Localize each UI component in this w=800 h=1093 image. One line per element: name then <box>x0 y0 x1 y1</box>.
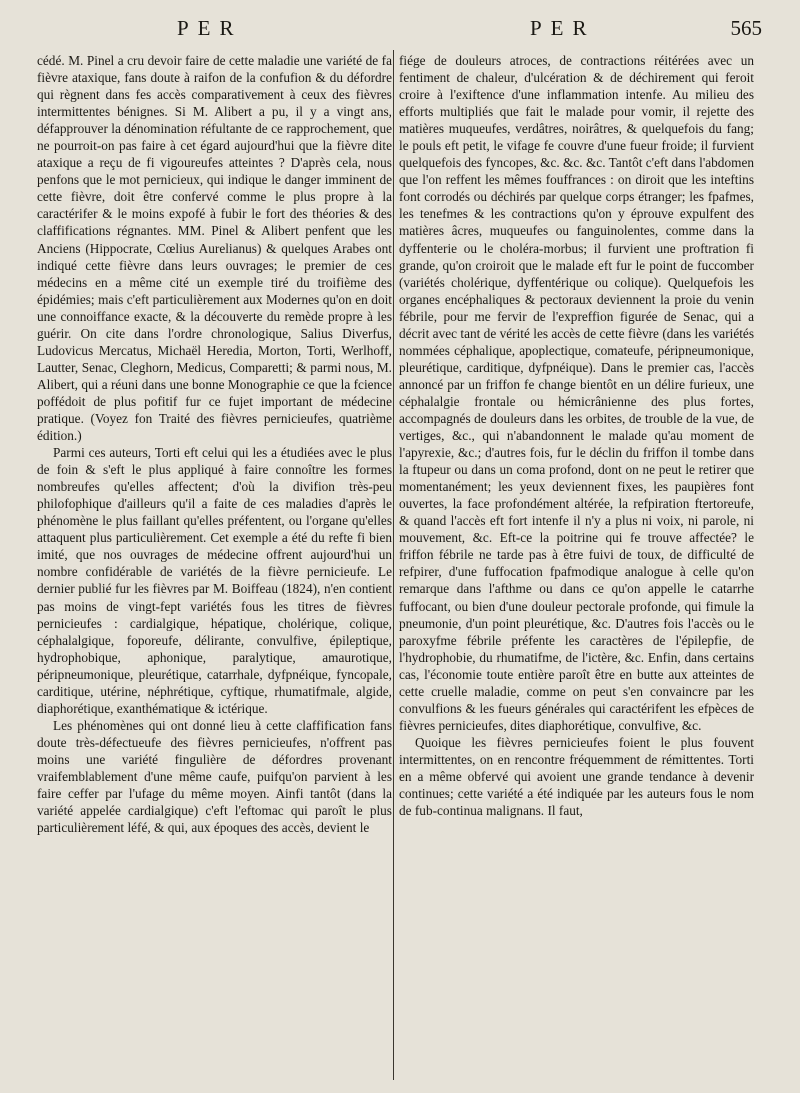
paragraph: fiége de douleurs atroces, de contractions réitérées avec un fentiment de chaleur, d'ulcération & de déchirement qui feroit croire à l'exiftence d'une inflammation intenfe. Au milieu des efforts multipliés que fait le malade pour vomir, il rejette des matières muqueufes, verdâtres, noirâtres, & quelquefois du fang; le pouls eft petit, le vifage fe couvre d'une fueur froide; il furvient quelquefois des fyncopes, &c. &c. &c. Tantôt c'eft dans l'abdomen que l'on reffent les mêmes fouffrances : on diroit que les inteftins font corrodés ou déchirés par quelque corps étranger; les fpafmes, les tenefmes & les contractions qu'on y éprouve expulfent des matières âcres, muqueufes ou fanguinolentes, comme dans la dyffenterie ou le choléra-morbus; il furvient une proftration fi grande, qu'on croiroit que le malade eft fur le point de fuccomber (variétés cholérique, dyffentérique ou colique). Quelquefois les organes encéphaliques & pectoraux deviennent la proie du venin fébrile, pour me fervir de l'expreffion figurée de Senac, qui a décrit avec tant de vérité les accès de cette fièvre (dans les variétés nommées céphalique, apoplectique, comateufe, péripneumonique, pleurétique, carditique, dyfpnéique). Dans le premier cas, l'accès annoncé par un friffon fe change bientôt en un délire furieux, une céphalalgie frontale ou hémicrânienne des plus fortes, accompagnés de douleurs dans les orbites, de trouble de la vue, de vertiges, &c., qui n'abandonnent le malade qu'au moment de l'apyrexie, &c.; d'autres fois, fur le déclin du friffon il tombe dans la ftupeur ou dans un coma profond, dont on ne peut le retirer que momentanément; les yeux deviennent fixes, les paupières font ouvertes, la face profondément altérée, la refpiration ftertoreufe, & quand l'accès eft fort intenfe il n'y a plus ni voix, ni parole, ni mouvement, &c. Eft-ce la poitrine qui fe trouve affectée? le friffon fébrile ne tarde pas à être fuivi de toux, de difficulté de refpirer, d'une fuffocation fpafmodique analogue à celle qu'on remarque dans l'afthme ou dans ce qu'on appelle le catarrhe fuffocant, ou bien d'une douleur pectorale profonde, qui fimule la pneumonie, d'un point pleurétique, &c. D'autres fois l'accès ou le paroxyfme fébrile préfente les caractères de l'épilepfie, de l'hydrophobie, du rhumatifme, de l'ictère, &c. Enfin, dans certains cas, l'économie toute entière paroît être en butte aux atteintes de cette cruelle maladie, comme on peut s'en convaincre par les convulfions & les fueurs générales qui caractérifent les efpèces de fièvres pernicieufes, dites diaphorétique, convulfive, &c. <box>399 53 754 733</box>
left-running-title: PER <box>177 16 243 40</box>
right-column <box>399 52 754 819</box>
running-header <box>0 16 800 46</box>
page-number: 565 <box>730 16 762 40</box>
left-column <box>37 52 392 836</box>
paragraph: cédé. M. Pinel a cru devoir faire de cette maladie une variété de fa fièvre ataxique, fans doute à raifon de la confufion & du défordre qui règnent dans fes accès comparativement à ceux des fièvres intermittentes bénignes. Si M. Alibert a pu, il y a vingt ans, défapprouver la dénomination réfultante de ce rapprochement, que ne pourroit-on pas faire à cet égard aujourd'hui que la fièvre dite ataxique a reçu de fi vigoureufes atteintes ? D'après cela, nous penfons que le mot pernicieux, qui indique le danger imminent de cette fièvre, doit être confervé comme le plus propre à la caractérifer & le moins expofé à fubir le fort des théories & des claffifications régnantes. MM. Pinel & Alibert penfent que les Anciens (Hippocrate, Cœlius Aurelianus) & quelques Arabes ont indiqué cette fièvre dans leurs ouvrages; le premier de ces médecins en a même cité un exemple tiré du troifième des épidémies; mais c'eft particulièrement aux Modernes qu'on en doit une connoiffance exacte, & la découverte du remède propre à les guérir. On cite dans l'ordre chronologique, Salius Diverfus, Ludovicus Mercatus, Michaël Heredia, Morton, Torti, Werlhoff, Lautter, Senac, Cleghorn, Medicus, Comparetti; & parmi nous, M. Alibert, qui a réuni dans une bonne Monographie ce que la fcience poffédoit de plus pofitif fur ce fujet important de médecine pratique. (Voyez fon Traité des fièvres pernicieufes, quatrième édition.) <box>37 53 392 444</box>
paragraph: Quoique les fièvres pernicieufes foient le plus fouvent intermittentes, on en rencontre fréquemment de rémittentes. Torti en a même obfervé qui avoient une grande tendance à devenir continues; cette variété a été indiquée par les auteurs fous le nom de fub-continua malignans. Il faut, <box>399 734 754 819</box>
paragraph: Les phénomènes qui ont donné lieu à cette claffification fans doute très-défectueufe des fièvres pernicieufes, n'offrent pas moins une variété fingulière de défordres provenant vraifemblablement d'une même caufe, puifqu'on parvient à les faire ceffer par l'ufage du même moyen. Ainfi tantôt (dans la variété appelée cardialgique) c'eft l'eftomac qui paroît le plus particulièrement léfé, & qui, aux époques des accès, devient le <box>37 717 392 836</box>
paragraph: Parmi ces auteurs, Torti eft celui qui les a étudiées avec le plus de foin & s'eft le plus appliqué à faire connoître les formes nombreufes qu'elles affectent; d'où la divifion très-peu philofophique d'ailleurs qu'il a faite de ces maladies d'après le phénomène le plus faillant qu'elles préfentent, ou l'organe qu'elles attaquent plus particulièrement. Cet exemple a été du refte fi bien imité, que nos ouvrages de médecine offrent aujourd'hui un nombre confidérable de variétés de la fièvre pernicieufe. Le dernier publié fur les fièvres par M. Boiffeau (1824), n'en contient pas moins de vingt-fept variétés fous les titres de fièvres pernicieufes : cardialgique, hépatique, cholérique, colique, céphalalgique, foporeufe, délirante, convulfive, épileptique, hydrophobique, aphonique, paralytique, amaurotique, péripneumonique, pleurétique, catarrhale, dyfpnéique, fyncopale, carditique, utérine, néphrétique, cyftique, rhumatifmale, algide, diaphorétique, exanthématique & ictérique. <box>37 445 392 716</box>
column-divider <box>393 50 394 1080</box>
right-running-title: PER <box>530 16 596 40</box>
